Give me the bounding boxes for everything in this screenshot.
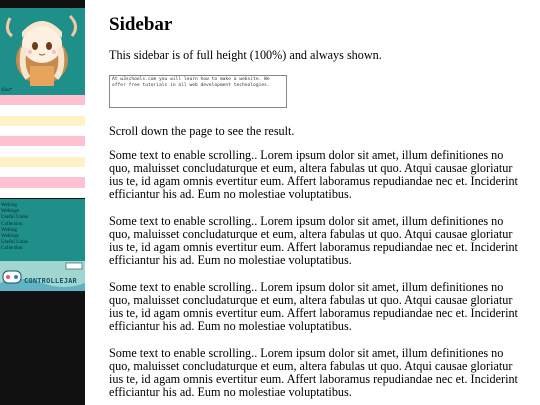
intro-text: This sidebar is of full height (100%) and always shown. xyxy=(109,48,382,62)
stripe xyxy=(0,188,85,198)
stripe xyxy=(0,126,85,136)
sidebar-link-weblog[interactable]: Weblog xyxy=(1,202,18,208)
stripe xyxy=(0,157,85,167)
sidebar xyxy=(0,0,85,405)
sidebar-link-collection[interactable]: Collection xyxy=(1,220,23,227)
sidebar-link-weblog-2[interactable]: Weblog xyxy=(1,226,18,233)
sidebar-nav xyxy=(0,199,85,261)
main-content xyxy=(109,0,524,399)
username: dion* xyxy=(0,86,85,95)
stripe xyxy=(0,167,85,177)
decorative-stripes xyxy=(0,95,85,198)
stripe xyxy=(0,136,85,146)
sidebar-link-weblogs[interactable]: Weblogs xyxy=(1,208,20,215)
scroll-note: Scroll down the page to see the result. xyxy=(109,124,295,138)
page-title: Sidebar xyxy=(109,14,173,35)
stripe xyxy=(0,105,85,115)
stripe xyxy=(0,146,85,156)
banner-text: CONTROLLEJAR xyxy=(24,277,77,285)
sidebar-link-useful-links-2[interactable]: Useful Links xyxy=(1,239,28,246)
controller-banner[interactable] xyxy=(0,261,85,291)
stripe xyxy=(0,116,85,126)
sidebar-link-weblogs-2[interactable]: Weblogs xyxy=(1,233,20,240)
info-textarea[interactable] xyxy=(109,75,287,108)
paragraph: Some text to enable scrolling.. Lorem ipsum dolor sit amet, illum definitiones no quo, maluisset concludaturque et eum, altera fabulas ut quo. Atqui causae gloriatur ius te, id agam omnis evertitur eum. Affert laboramus repudiandae nec et. Inciderint efficiantur his ad. Eum no molestiae voluptatibus. xyxy=(109,346,518,399)
stripe xyxy=(0,95,85,105)
sidebar-link-useful-links[interactable]: Useful Links xyxy=(1,214,28,221)
avatar xyxy=(0,8,85,86)
paragraph: Some text to enable scrolling.. Lorem ipsum dolor sit amet, illum definitiones no quo, maluisset concludaturque et eum, altera fabulas ut quo. Atqui causae gloriatur ius te, id agam omnis evertitur eum. Affert laboramus repudiandae nec et. Inciderint efficiantur his ad. Eum no molestiae voluptatibus. xyxy=(109,280,518,333)
anime-girl-avatar-icon xyxy=(0,8,85,86)
stripe xyxy=(0,177,85,187)
sidebar-link-collection-2[interactable]: Collection xyxy=(1,245,23,252)
gamepad-icon xyxy=(0,261,85,291)
paragraph: Some text to enable scrolling.. Lorem ipsum dolor sit amet, illum definitiones no quo, maluisset concludaturque et eum, altera fabulas ut quo. Atqui causae gloriatur ius te, id agam omnis evertitur eum. Affert laboramus repudiandae nec et. Inciderint efficiantur his ad. Eum no molestiae voluptatibus. xyxy=(109,214,518,267)
paragraph: Some text to enable scrolling.. Lorem ipsum dolor sit amet, illum definitiones no quo, maluisset concludaturque et eum, altera fabulas ut quo. Atqui causae gloriatur ius te, id agam omnis evertitur eum. Affert laboramus repudiandae nec et. Inciderint efficiantur his ad. Eum no molestiae voluptatibus. xyxy=(109,148,518,201)
